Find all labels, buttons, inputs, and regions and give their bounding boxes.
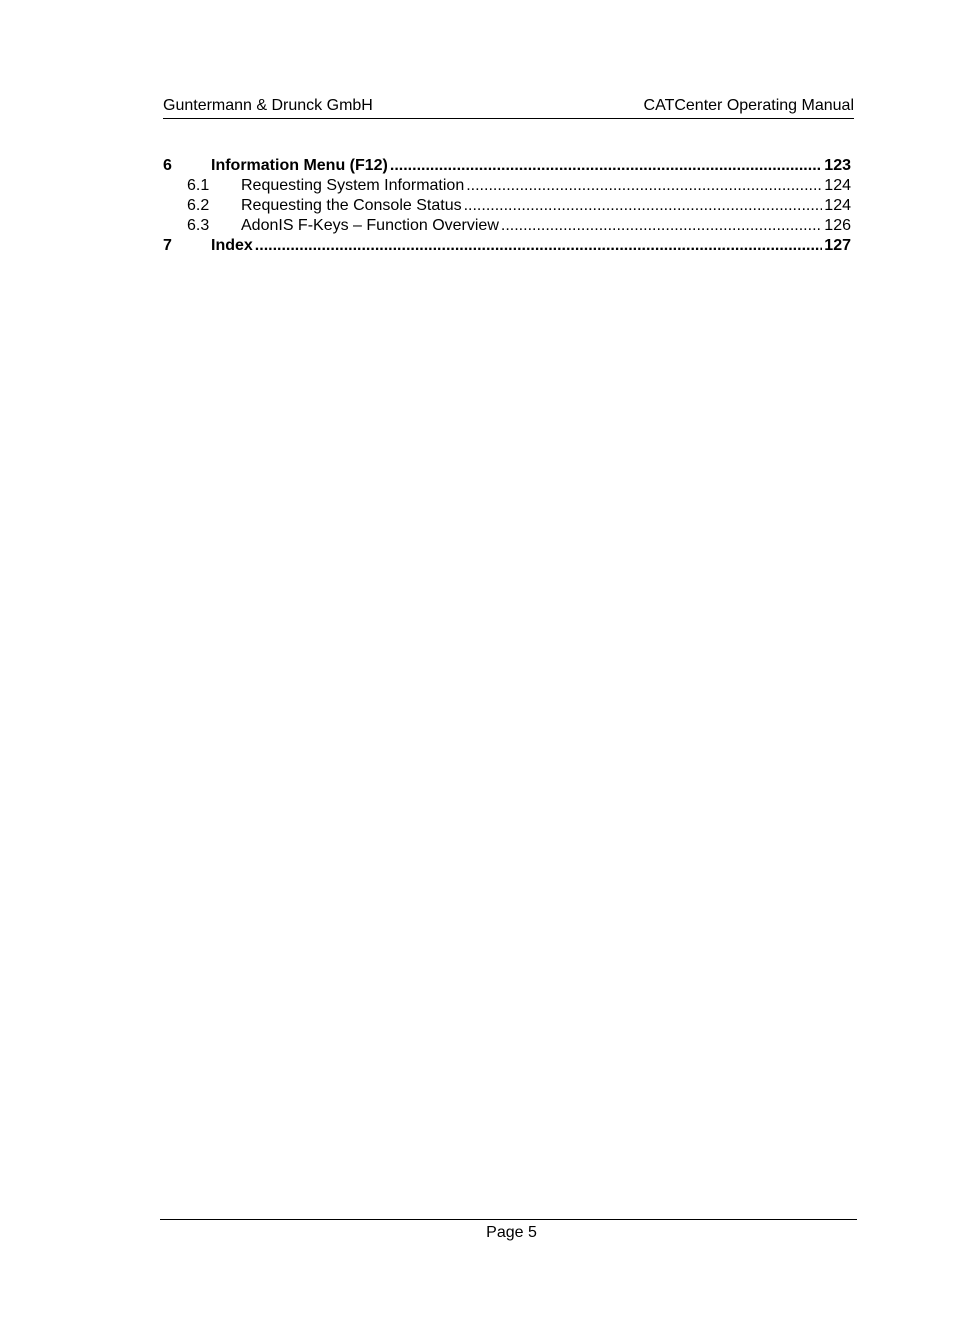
toc-dot-leader [255, 236, 823, 256]
toc-dot-leader [464, 196, 823, 216]
toc-entry-title: Information Menu (F12) [211, 157, 388, 174]
toc-entry-6-1[interactable] [163, 176, 851, 196]
toc-dot-leader [390, 156, 822, 176]
toc-entry-number: 6.3 [187, 217, 210, 234]
toc-entry-title: Requesting System Information [241, 177, 465, 194]
toc-entry-page: 124 [824, 197, 851, 214]
toc-entry-title: Index [211, 237, 253, 254]
toc-entry-title: AdonIS F-Keys – Function Overview [241, 217, 499, 234]
toc-entry-title: Requesting the Console Status [241, 197, 462, 214]
toc-entry-page: 123 [824, 157, 851, 174]
page-number: Page 5 [486, 1224, 537, 1241]
toc-entry-number: 6 [163, 157, 172, 174]
table-of-contents [163, 156, 851, 256]
toc-entry-page: 127 [824, 237, 851, 254]
header-company: Guntermann & Drunck GmbH [163, 97, 373, 114]
toc-entry-number: 7 [163, 237, 172, 254]
toc-entry-6-2[interactable] [163, 196, 851, 216]
toc-entry-number: 6.1 [187, 177, 210, 194]
toc-entry-6-3[interactable] [163, 216, 851, 236]
toc-dot-leader [466, 176, 822, 196]
page-header [163, 96, 854, 119]
header-manual-title: CATCenter Operating Manual [643, 97, 854, 114]
toc-entry-page: 124 [824, 177, 851, 194]
footer-divider [160, 1219, 857, 1220]
toc-entry-number: 6.2 [187, 197, 210, 214]
toc-entry-page: 126 [824, 217, 851, 234]
toc-dot-leader [501, 216, 822, 236]
toc-entry-7[interactable] [163, 236, 851, 256]
toc-entry-6[interactable] [163, 156, 851, 176]
